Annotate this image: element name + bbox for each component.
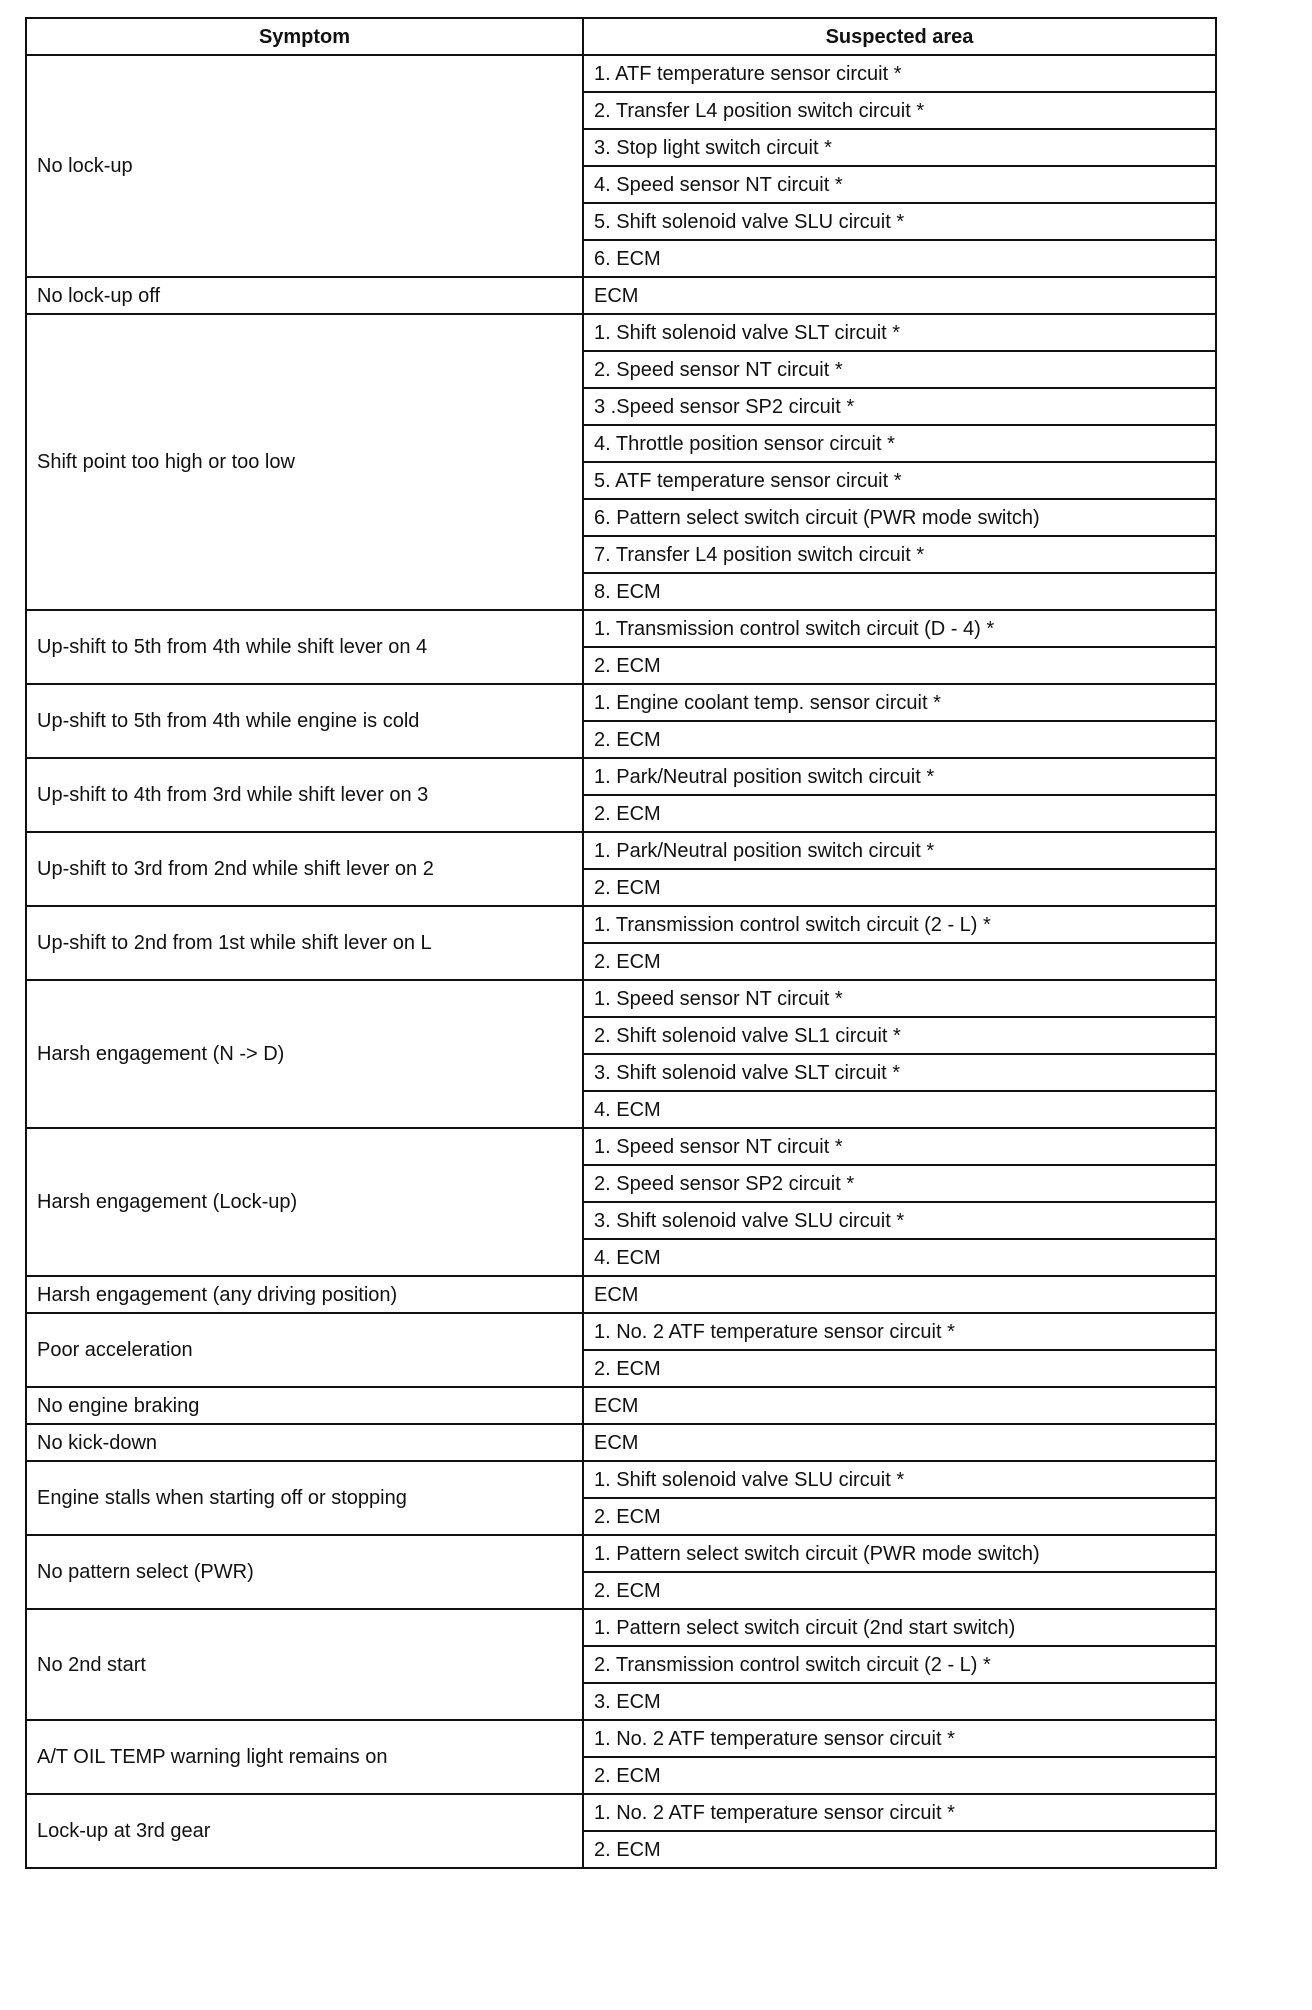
suspected-area-cell: 2. Transfer L4 position switch circuit * [583, 92, 1216, 129]
symptom-cell: A/T OIL TEMP warning light remains on [26, 1720, 583, 1794]
suspected-area-cell: 2. ECM [583, 795, 1216, 832]
symptom-cell: No engine braking [26, 1387, 583, 1424]
suspected-area-cell: 1. Engine coolant temp. sensor circuit * [583, 684, 1216, 721]
symptom-cell: No lock-up off [26, 277, 583, 314]
table-header [26, 18, 1216, 55]
suspected-area-cell: 2. ECM [583, 943, 1216, 980]
suspected-area-cell: ECM [583, 1424, 1216, 1461]
symptom-cell: No pattern select (PWR) [26, 1535, 583, 1609]
symptom-cell: Poor acceleration [26, 1313, 583, 1387]
suspected-area-cell: ECM [583, 1276, 1216, 1313]
suspected-area-cell: 1. Pattern select switch circuit (2nd start switch) [583, 1609, 1216, 1646]
table-row [26, 314, 1216, 351]
suspected-area-cell: 2. Speed sensor SP2 circuit * [583, 1165, 1216, 1202]
suspected-area-cell: 2. ECM [583, 721, 1216, 758]
table-row [26, 906, 1216, 943]
table-row [26, 1387, 1216, 1424]
table-row [26, 1794, 1216, 1831]
suspected-area-cell: 2. ECM [583, 1350, 1216, 1387]
suspected-area-cell: 1. No. 2 ATF temperature sensor circuit * [583, 1720, 1216, 1757]
suspected-area-cell: 1. Transmission control switch circuit (D - 4) * [583, 610, 1216, 647]
suspected-area-cell: 8. ECM [583, 573, 1216, 610]
suspected-area-cell: 6. Pattern select switch circuit (PWR mode switch) [583, 499, 1216, 536]
symptom-table [25, 17, 1217, 1869]
suspected-area-cell: ECM [583, 277, 1216, 314]
symptom-cell: Up-shift to 3rd from 2nd while shift lever on 2 [26, 832, 583, 906]
table-row [26, 1424, 1216, 1461]
suspected-area-cell: 2. Transmission control switch circuit (2 - L) * [583, 1646, 1216, 1683]
suspected-area-cell: 2. ECM [583, 1572, 1216, 1609]
table-row [26, 684, 1216, 721]
table-row [26, 758, 1216, 795]
symptom-cell: Up-shift to 5th from 4th while engine is cold [26, 684, 583, 758]
table-row [26, 1535, 1216, 1572]
table-row [26, 1720, 1216, 1757]
symptom-cell: Harsh engagement (N -> D) [26, 980, 583, 1128]
table-row [26, 277, 1216, 314]
suspected-area-cell: 4. ECM [583, 1239, 1216, 1276]
suspected-area-cell: 7. Transfer L4 position switch circuit * [583, 536, 1216, 573]
symptom-cell: Engine stalls when starting off or stopping [26, 1461, 583, 1535]
suspected-area-cell: 1. Speed sensor NT circuit * [583, 980, 1216, 1017]
header-symptom: Symptom [26, 18, 583, 55]
suspected-area-cell: 2. Shift solenoid valve SL1 circuit * [583, 1017, 1216, 1054]
suspected-area-cell: ECM [583, 1387, 1216, 1424]
table-row [26, 1276, 1216, 1313]
symptom-cell: Lock-up at 3rd gear [26, 1794, 583, 1868]
suspected-area-cell: 1. Park/Neutral position switch circuit * [583, 758, 1216, 795]
suspected-area-cell: 2. ECM [583, 647, 1216, 684]
suspected-area-cell: 1. Transmission control switch circuit (2 - L) * [583, 906, 1216, 943]
suspected-area-cell: 2. ECM [583, 1757, 1216, 1794]
symptom-cell: Shift point too high or too low [26, 314, 583, 610]
suspected-area-cell: 1. Park/Neutral position switch circuit * [583, 832, 1216, 869]
suspected-area-cell: 1. Pattern select switch circuit (PWR mode switch) [583, 1535, 1216, 1572]
table-row [26, 1128, 1216, 1165]
symptom-cell: No kick-down [26, 1424, 583, 1461]
symptom-cell: Harsh engagement (any driving position) [26, 1276, 583, 1313]
table-row [26, 610, 1216, 647]
header-row [26, 18, 1216, 55]
suspected-area-cell: 4. Throttle position sensor circuit * [583, 425, 1216, 462]
table-row [26, 1313, 1216, 1350]
suspected-area-cell: 3 .Speed sensor SP2 circuit * [583, 388, 1216, 425]
suspected-area-cell: 4. Speed sensor NT circuit * [583, 166, 1216, 203]
symptom-cell: Harsh engagement (Lock-up) [26, 1128, 583, 1276]
suspected-area-cell: 1. No. 2 ATF temperature sensor circuit * [583, 1794, 1216, 1831]
header-suspected-area: Suspected area [583, 18, 1216, 55]
suspected-area-cell: 1. No. 2 ATF temperature sensor circuit * [583, 1313, 1216, 1350]
suspected-area-cell: 3. Shift solenoid valve SLU circuit * [583, 1202, 1216, 1239]
suspected-area-cell: 2. ECM [583, 1498, 1216, 1535]
suspected-area-cell: 5. ATF temperature sensor circuit * [583, 462, 1216, 499]
suspected-area-cell: 6. ECM [583, 240, 1216, 277]
symptom-cell: No lock-up [26, 55, 583, 277]
suspected-area-cell: 2. Speed sensor NT circuit * [583, 351, 1216, 388]
table-row [26, 1461, 1216, 1498]
suspected-area-cell: 3. Shift solenoid valve SLT circuit * [583, 1054, 1216, 1091]
suspected-area-cell: 3. ECM [583, 1683, 1216, 1720]
suspected-area-cell: 5. Shift solenoid valve SLU circuit * [583, 203, 1216, 240]
suspected-area-cell: 4. ECM [583, 1091, 1216, 1128]
symptom-cell: No 2nd start [26, 1609, 583, 1720]
suspected-area-cell: 2. ECM [583, 869, 1216, 906]
suspected-area-cell: 1. Shift solenoid valve SLU circuit * [583, 1461, 1216, 1498]
symptom-cell: Up-shift to 2nd from 1st while shift lever on L [26, 906, 583, 980]
table-row [26, 980, 1216, 1017]
suspected-area-cell: 1. Shift solenoid valve SLT circuit * [583, 314, 1216, 351]
symptom-cell: Up-shift to 5th from 4th while shift lever on 4 [26, 610, 583, 684]
table-body [26, 55, 1216, 1868]
suspected-area-cell: 2. ECM [583, 1831, 1216, 1868]
table-row [26, 1609, 1216, 1646]
table-row [26, 55, 1216, 92]
suspected-area-cell: 1. Speed sensor NT circuit * [583, 1128, 1216, 1165]
symptom-cell: Up-shift to 4th from 3rd while shift lever on 3 [26, 758, 583, 832]
suspected-area-cell: 1. ATF temperature sensor circuit * [583, 55, 1216, 92]
suspected-area-cell: 3. Stop light switch circuit * [583, 129, 1216, 166]
table-row [26, 832, 1216, 869]
